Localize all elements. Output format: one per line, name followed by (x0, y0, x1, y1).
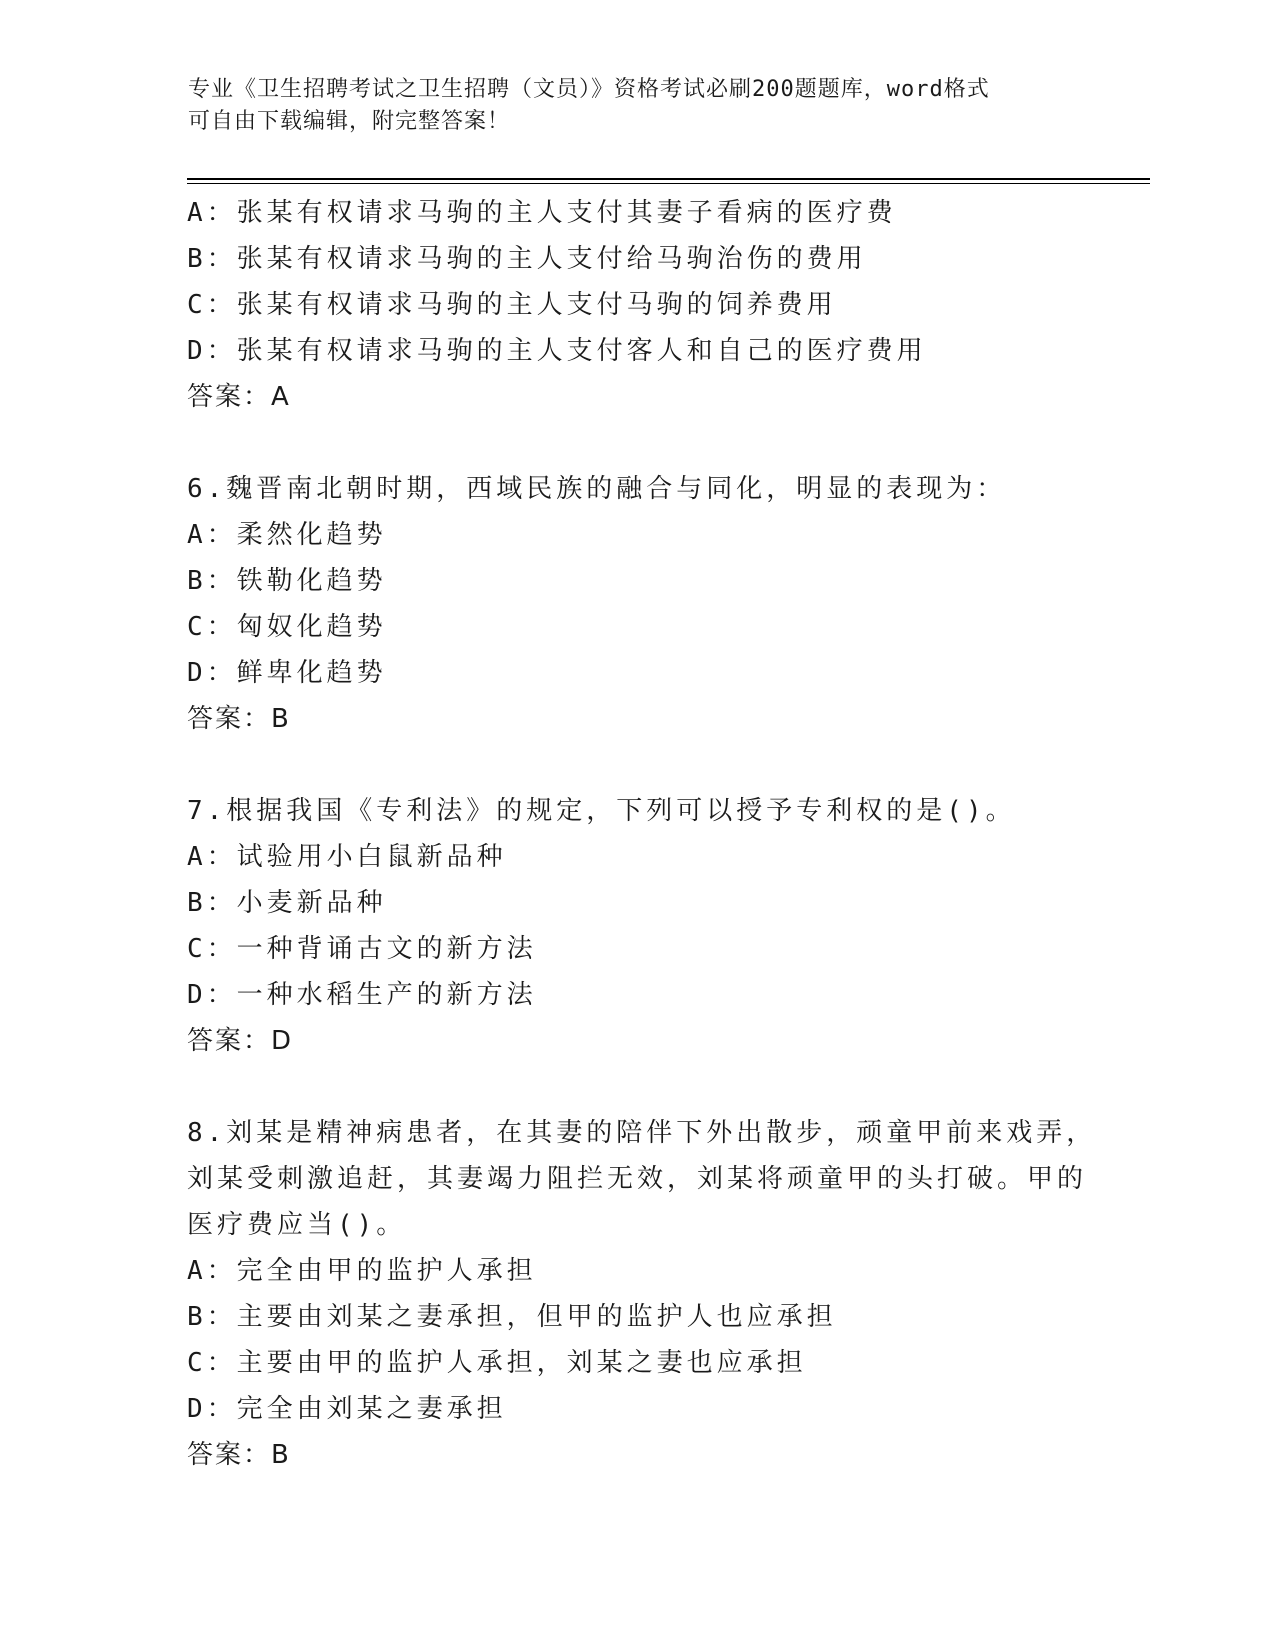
spacer (187, 1064, 1087, 1110)
question-7 (187, 788, 1087, 1064)
question-stem-line-2: 刘某受刺激追赶，其妻竭力阻拦无效，刘某将顽童甲的头打破。甲的 (187, 1164, 1088, 1194)
answer: 答案：B (187, 704, 291, 734)
question-stem: 7.根据我国《专利法》的规定，下列可以授予专利权的是()。 (187, 796, 1016, 826)
option-a: A：试验用小白鼠新品种 (187, 842, 507, 872)
question-list (187, 190, 1097, 1478)
header-title-line-2: 可自由下载编辑，附完整答案！ (188, 109, 511, 134)
question-stem: 6.魏晋南北朝时期，西域民族的融合与同化，明显的表现为： (187, 474, 1007, 504)
answer: 答案：A (187, 382, 291, 412)
question-stem-line-1: 8.刘某是精神病患者，在其妻的陪伴下外出散步，顽童甲前来戏弄， (187, 1118, 1097, 1148)
question-5 (187, 190, 1087, 420)
header-divider-thick (187, 178, 1150, 180)
option-b: B：小麦新品种 (187, 888, 387, 918)
option-b: B：主要由刘某之妻承担，但甲的监护人也应承担 (187, 1302, 837, 1332)
option-d: D：张某有权请求马驹的主人支付客人和自己的医疗费用 (187, 336, 927, 366)
option-d: D：完全由刘某之妻承担 (187, 1394, 507, 1424)
spacer (187, 420, 1087, 466)
document-header (188, 74, 1088, 138)
answer: 答案：B (187, 1440, 291, 1470)
option-a: A：柔然化趋势 (187, 520, 387, 550)
option-a: A：张某有权请求马驹的主人支付其妻子看病的医疗费 (187, 198, 897, 228)
question-6 (187, 466, 1087, 742)
option-b: B：铁勒化趋势 (187, 566, 387, 596)
question-8 (187, 1110, 1097, 1478)
option-c: C：张某有权请求马驹的主人支付马驹的饲养费用 (187, 290, 837, 320)
header-divider-thin (187, 183, 1150, 184)
option-d: D：一种水稻生产的新方法 (187, 980, 537, 1010)
question-stem-line-3: 医疗费应当()。 (187, 1210, 407, 1240)
option-c: C：匈奴化趋势 (187, 612, 387, 642)
option-c: C：一种背诵古文的新方法 (187, 934, 537, 964)
option-b: B：张某有权请求马驹的主人支付给马驹治伤的费用 (187, 244, 867, 274)
answer: 答案：D (187, 1026, 294, 1056)
option-a: A：完全由甲的监护人承担 (187, 1256, 537, 1286)
spacer (187, 742, 1087, 788)
option-c: C：主要由甲的监护人承担，刘某之妻也应承担 (187, 1348, 807, 1378)
header-title-line-1: 专业《卫生招聘考试之卫生招聘（文员）》资格考试必刷200题题库，word格式 (188, 77, 990, 102)
option-d: D：鲜卑化趋势 (187, 658, 387, 688)
